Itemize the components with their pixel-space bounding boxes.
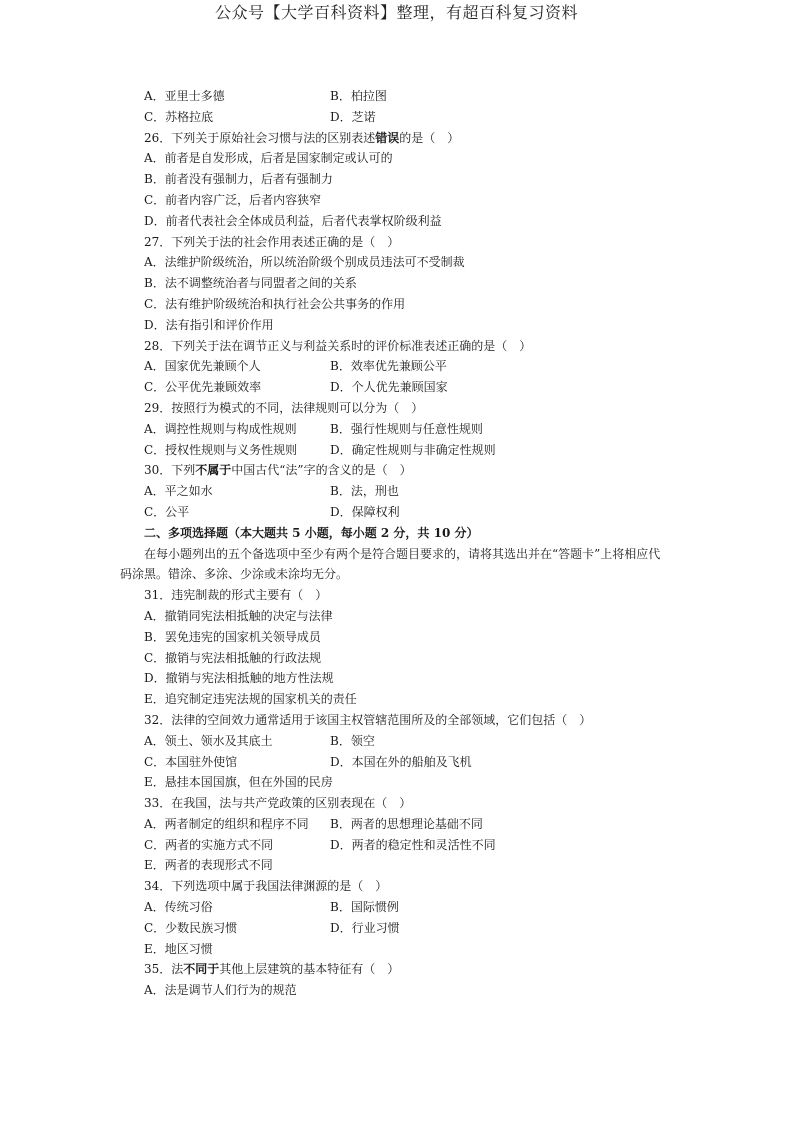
q35-option-a: A．法是调节人们行为的规范 bbox=[144, 983, 297, 998]
q28-options-row-1 bbox=[0, 356, 793, 377]
q25-options-row-1 bbox=[0, 86, 793, 107]
q25-option-b: B．柏拉图 bbox=[330, 89, 387, 103]
q29-option-d: D．确定性规则与非确定性规则 bbox=[330, 442, 496, 457]
q31-option-b: B．罢免违宪的国家机关领导成员 bbox=[144, 629, 321, 644]
q25-option-c: C．苏格拉底 bbox=[144, 109, 214, 124]
q27-option-d: D．法有指引和评价作用 bbox=[144, 317, 274, 332]
q30-option-b: B．法，刑也 bbox=[330, 484, 399, 499]
exam-content bbox=[0, 86, 793, 1001]
q27-option-b: B．法不调整统治者与同盟者之间的关系 bbox=[144, 276, 357, 291]
q32-option-c: C．本国驻外使馆 bbox=[144, 754, 238, 769]
q33-options-row-1 bbox=[0, 814, 793, 835]
q26-option-b: B．前者没有强制力，后者有强制力 bbox=[144, 172, 333, 187]
q34-options-row-2 bbox=[0, 918, 793, 939]
q34-option-c: C．少数民族习惯 bbox=[144, 920, 238, 935]
q26-option-c: C．前者内容广泛，后者内容狭窄 bbox=[144, 192, 322, 207]
q33-stem: 33．在我国，法与共产党政策的区别表现在（ ） bbox=[144, 796, 412, 811]
q32-options-row-1 bbox=[0, 731, 793, 752]
q31-option-d: D．撤销与宪法相抵触的地方性法规 bbox=[144, 671, 334, 686]
q29-option-a: A．调控性规则与构成性规则 bbox=[144, 421, 297, 436]
q29-options-row-1 bbox=[0, 419, 793, 440]
q34-option-e: E．地区习惯 bbox=[144, 941, 213, 956]
q33-option-c: C．两者的实施方式不同 bbox=[144, 837, 274, 852]
q26-stem: 26．下列关于原始社会习惯与法的区别表述错误的是（ ） bbox=[144, 130, 460, 145]
q27-option-c: C．法有维护阶级统治和执行社会公共事务的作用 bbox=[144, 296, 406, 311]
q28-stem: 28．下列关于法在调节正义与利益关系时的评价标准表述正确的是（ ） bbox=[144, 338, 532, 353]
q28-option-a: A．国家优先兼顾个人 bbox=[144, 359, 261, 374]
q34-stem: 34．下列选项中属于我国法律渊源的是（ ） bbox=[144, 879, 388, 894]
section-2-instructions-line-1: 在每小题列出的五个备选项中至少有两个是符合题目要求的，请将其选出并在“答题卡”上将相应代 bbox=[144, 546, 661, 561]
q25-options-row-2 bbox=[0, 107, 793, 128]
q34-option-b: B．国际惯例 bbox=[330, 900, 399, 915]
q31-option-c: C．撤销与宪法相抵触的行政法规 bbox=[144, 650, 322, 665]
q30-option-d: D．保障权利 bbox=[330, 504, 400, 519]
q28-option-b: B．效率优先兼顾公平 bbox=[330, 359, 447, 374]
page-header: 公众号【大学百科资料】整理，有超百科复习资料 bbox=[214, 3, 578, 22]
q28-options-row-2 bbox=[0, 377, 793, 398]
q25-option-a: A．亚里士多德 bbox=[144, 89, 225, 103]
q32-option-e: E．悬挂本国国旗，但在外国的民房 bbox=[144, 775, 333, 790]
q26-option-d: D．前者代表社会全体成员利益，后者代表掌权阶级利益 bbox=[144, 213, 442, 228]
q27-stem: 27．下列关于法的社会作用表述正确的是（ ） bbox=[144, 234, 400, 249]
q33-option-b: B．两者的思想理论基础不同 bbox=[330, 816, 483, 831]
q27-option-a: A．法维护阶级统治，所以统治阶级个别成员违法可不受制裁 bbox=[144, 255, 465, 270]
q31-option-a: A．撤销同宪法相抵触的决定与法律 bbox=[144, 608, 333, 623]
q31-option-e: E．追究制定违宪法规的国家机关的责任 bbox=[144, 692, 357, 707]
q32-option-d: D．本国在外的船舶及飞机 bbox=[330, 754, 472, 769]
q29-stem: 29．按照行为模式的不同，法律规则可以分为（ ） bbox=[144, 400, 424, 415]
q30-options-row-1 bbox=[0, 481, 793, 502]
q29-option-c: C．授权性规则与义务性规则 bbox=[144, 442, 298, 457]
q35-emphasis: 不同于 bbox=[183, 962, 220, 977]
q28-option-d: D．个人优先兼顾国家 bbox=[330, 380, 448, 395]
q32-options-row-2 bbox=[0, 752, 793, 773]
q33-option-e: E．两者的表现形式不同 bbox=[144, 858, 273, 873]
section-2-title: 二、多项选择题（本大题共 5 小题，每小题 2 分，共 10 分） bbox=[144, 525, 479, 540]
q34-options-row-1 bbox=[0, 897, 793, 918]
q35-stem: 35．法不同于其他上层建筑的基本特征有（ ） bbox=[144, 962, 400, 977]
q32-stem: 32．法律的空间效力通常适用于该国主权管辖范围所及的全部领域，它们包括（ ） bbox=[144, 712, 592, 727]
q29-option-b: B．强行性规则与任意性规则 bbox=[330, 421, 483, 436]
section-2-instructions-line-2: 码涂黑。错涂、多涂、少涂或未涂均无分。 bbox=[120, 567, 349, 582]
q33-options-row-2 bbox=[0, 835, 793, 856]
q30-option-c: C．公平 bbox=[144, 504, 190, 519]
q34-option-d: D．行业习惯 bbox=[330, 920, 400, 935]
q34-option-a: A．传统习俗 bbox=[144, 900, 213, 915]
q30-emphasis: 不属于 bbox=[195, 463, 232, 478]
q33-option-a: A．两者制定的组织和程序不同 bbox=[144, 816, 309, 831]
q26-option-a: A．前者是自发形成，后者是国家制定或认可的 bbox=[144, 151, 393, 166]
q30-options-row-2 bbox=[0, 502, 793, 523]
q32-option-b: B．领空 bbox=[330, 733, 375, 748]
q28-option-c: C．公平优先兼顾效率 bbox=[144, 380, 262, 395]
q25-option-d: D．芝诺 bbox=[330, 109, 376, 124]
q30-option-a: A．平之如水 bbox=[144, 484, 213, 499]
q32-option-a: A．领土、领水及其底土 bbox=[144, 733, 273, 748]
q31-stem: 31．违宪制裁的形式主要有（ ） bbox=[144, 588, 328, 603]
q29-options-row-2 bbox=[0, 440, 793, 461]
q30-stem: 30．下列不属于中国古代“法”字的含义的是（ ） bbox=[144, 463, 412, 478]
q33-option-d: D．两者的稳定性和灵活性不同 bbox=[330, 837, 496, 852]
q26-emphasis: 错误 bbox=[375, 130, 400, 145]
